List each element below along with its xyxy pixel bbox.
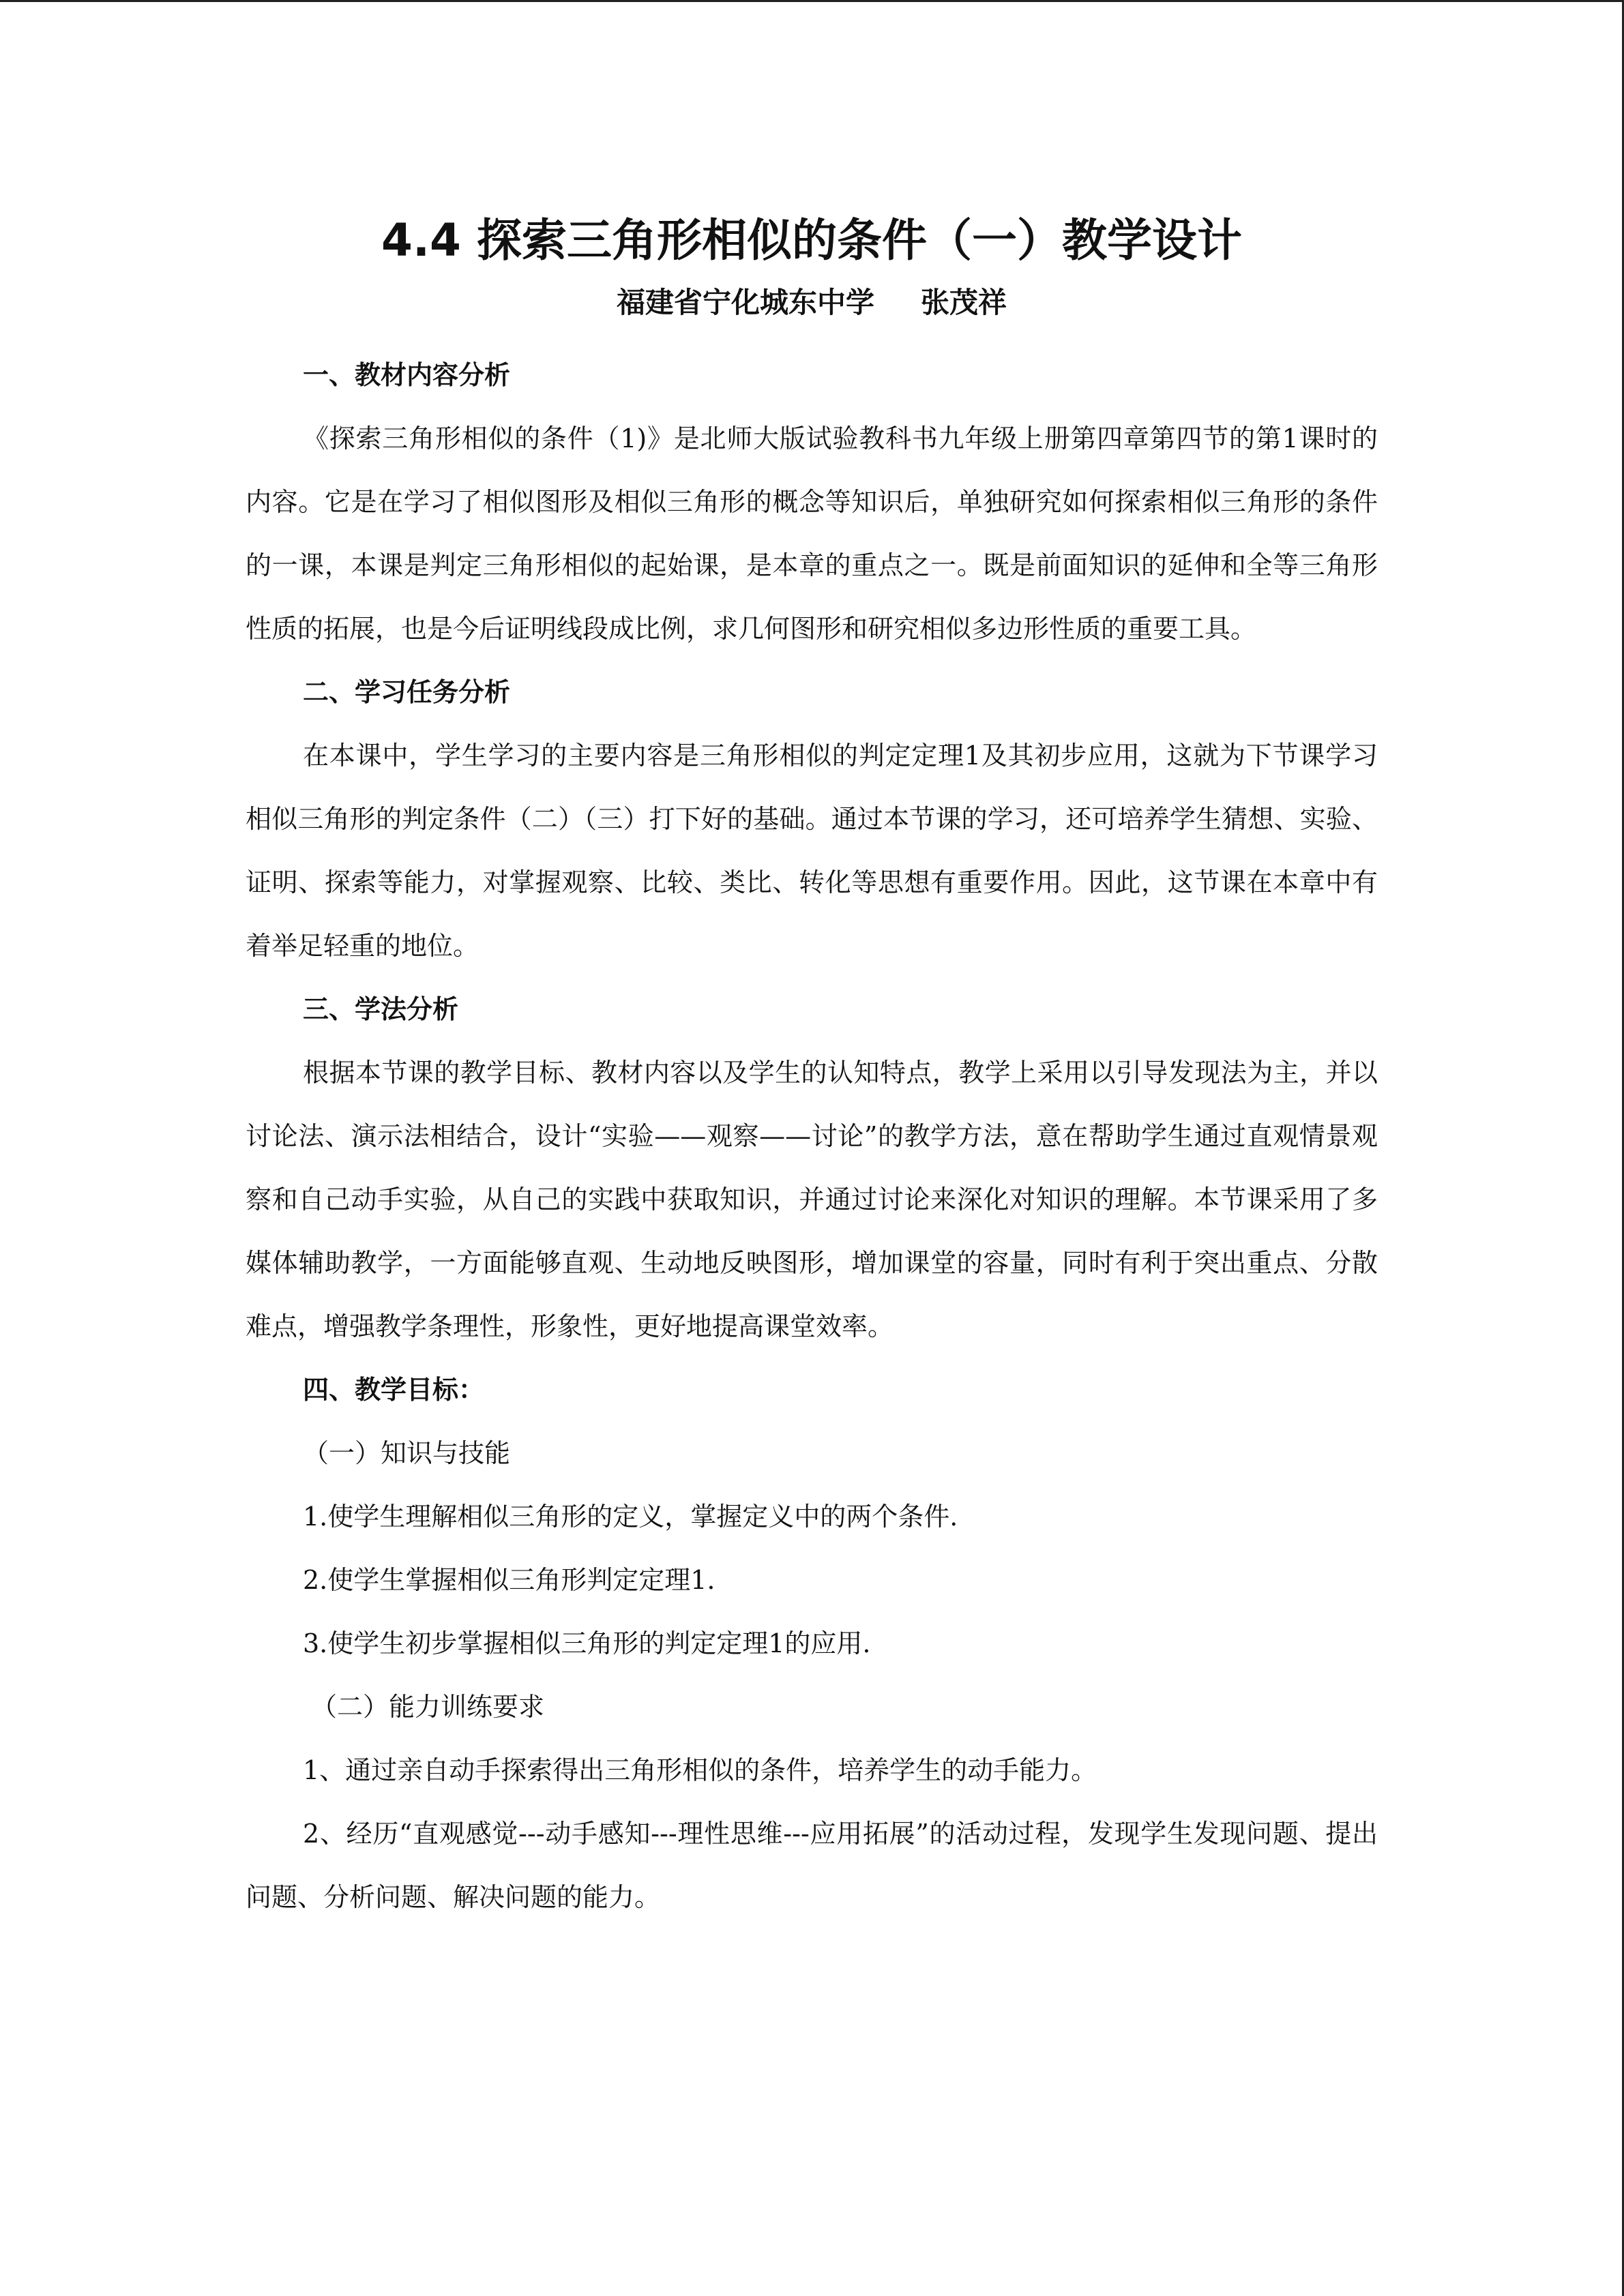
section-heading: 二、学习任务分析 xyxy=(303,677,511,707)
section-paragraph: 根据本节课的教学目标、教材内容以及学生的认知特点，教学上采用以引导发现法为主，并以讨论法、演示法相结合，设计“实验——观察——讨论”的教学方法，意在帮助学生通过直观情景观察和自己动手实验，从自己的实践中获取知识，并通过讨论来深化对知识的理解。本节课采用了多媒体辅助教学，一方面能够直观、生动地反映图形，增加课堂的容量，同时有利于突出重点、分散难点，增强教学条理性，形象性，更好地提高课堂效率。 xyxy=(246,1058,1378,1341)
list-item: 3.使学生初步掌握相似三角形的判定定理1的应用. xyxy=(303,1628,871,1658)
section-heading: 三、学法分析 xyxy=(303,994,459,1024)
document-author xyxy=(246,282,1378,323)
document-page xyxy=(246,205,1378,1929)
document-title: 4.4 探索三角形相似的条件（一）教学设计 xyxy=(381,214,1242,267)
section-teaching-goals xyxy=(246,1358,1378,1929)
section-paragraph: 在本课中，学生学习的主要内容是三角形相似的判定定理1及其初步应用，这就为下节课学习相似三角形的判定条件（二）（三）打下好的基础。通过本节课的学习，还可培养学生猜想、实验、证明、探索等能力，对掌握观察、比较、类比、转化等思想有重要作用。因此，这节课在本章中有着举足轻重的地位。 xyxy=(246,741,1378,961)
list-item: 2.使学生掌握相似三角形判定定理1. xyxy=(303,1565,715,1595)
list-item: 1、通过亲自动手探索得出三角形相似的条件，培养学生的动手能力。 xyxy=(303,1755,1097,1785)
section-method-analysis xyxy=(246,978,1378,1358)
section-task-analysis xyxy=(246,661,1378,978)
page-top-border xyxy=(0,0,1624,2)
subheading-ability-training: （二）能力训练要求 xyxy=(311,1692,545,1722)
section-heading: 四、教学目标： xyxy=(303,1375,485,1405)
list-item: 1.使学生理解相似三角形的定义，掌握定义中的两个条件. xyxy=(303,1502,958,1532)
section-heading: 一、教材内容分析 xyxy=(303,360,511,390)
author-school: 福建省宁化城东中学 xyxy=(616,286,874,319)
list-item: 2、经历“直观感觉---动手感知---理性思维---应用拓展”的活动过程，发现学生发现问题、提出问题、分析问题、解决问题的能力。 xyxy=(246,1819,1378,1912)
section-material-analysis xyxy=(246,344,1378,661)
author-name: 张茂祥 xyxy=(921,286,1007,319)
section-paragraph: 《探索三角形相似的条件（1)》是北师大版试验教科书九年级上册第四章第四节的第1课时的内容。它是在学习了相似图形及相似三角形的概念等知识后，单独研究如何探索相似三角形的条件的一课，本课是判定三角形相似的起始课，是本章的重点之一。既是前面知识的延伸和全等三角形性质的拓展，也是今后证明线段成比例，求几何图形和研究相似多边形性质的重要工具。 xyxy=(246,423,1378,644)
subheading-knowledge-skills: （一）知识与技能 xyxy=(303,1438,511,1468)
